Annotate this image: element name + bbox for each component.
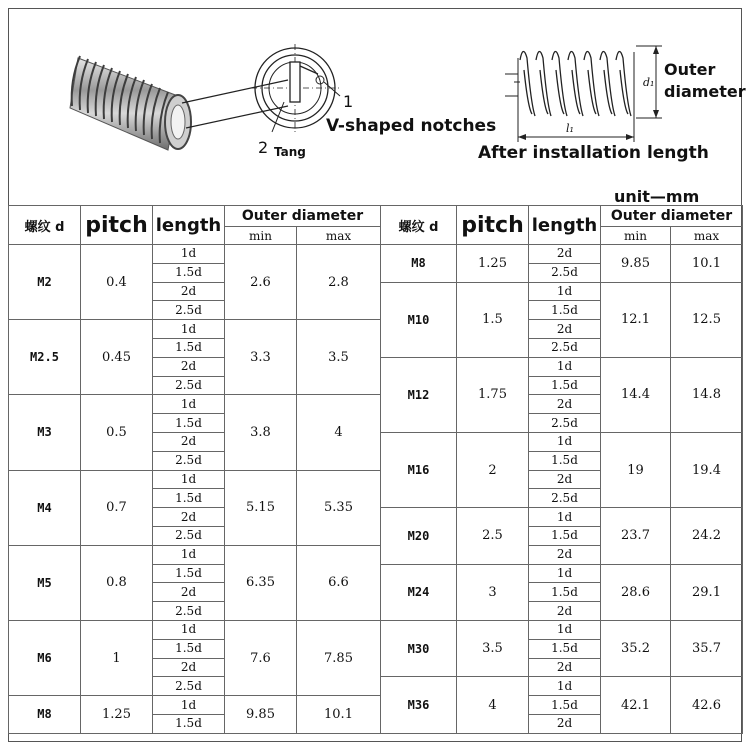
- thread-size-cell: M30: [381, 620, 457, 676]
- length-cell: 1.5d: [529, 696, 601, 715]
- min-diameter-cell: 6.35: [225, 545, 297, 620]
- length-cell: 2.5d: [153, 451, 225, 470]
- length-cell: 2d: [529, 545, 601, 564]
- label-tang: Tang: [274, 145, 306, 159]
- thread-size-cell: M36: [381, 677, 457, 733]
- pitch-cell: 1.25: [457, 245, 529, 283]
- pitch-cell: 3.5: [457, 620, 529, 676]
- length-cell: 2d: [529, 245, 601, 264]
- length-cell: 1d: [529, 677, 601, 696]
- length-cell: 1.5d: [153, 338, 225, 357]
- header-outer-diameter: Outer diameter: [225, 206, 381, 227]
- thread-size-cell: M6: [9, 620, 81, 695]
- table-row: [9, 696, 381, 715]
- min-diameter-cell: 3.3: [225, 320, 297, 395]
- min-diameter-cell: 19: [601, 432, 671, 507]
- max-diameter-cell: 29.1: [671, 564, 743, 620]
- label-v-notches: V-shaped notches: [326, 116, 497, 136]
- thread-size-cell: M5: [9, 545, 81, 620]
- length-cell: 2.5d: [529, 338, 601, 357]
- length-cell: 1d: [153, 696, 225, 715]
- max-diameter-cell: 4: [297, 395, 381, 470]
- min-diameter-cell: 7.6: [225, 620, 297, 695]
- pitch-cell: 1: [81, 620, 153, 695]
- length-cell: 1.5d: [153, 564, 225, 583]
- header-thread-d: 螺纹 d: [381, 206, 457, 245]
- length-cell: 2d: [153, 432, 225, 451]
- label-diameter: diameter: [664, 82, 746, 101]
- header-pitch: pitch: [457, 206, 529, 245]
- header-length: length: [529, 206, 601, 245]
- label-outer: Outer: [664, 60, 716, 79]
- length-cell: 2d: [529, 470, 601, 489]
- label-install-length: After installation length: [478, 143, 709, 163]
- length-cell: 1.5d: [153, 714, 225, 733]
- thread-insert-photo: [70, 56, 191, 150]
- table-row: [381, 282, 743, 301]
- max-diameter-cell: 19.4: [671, 432, 743, 507]
- pitch-cell: 1.25: [81, 696, 153, 734]
- min-diameter-cell: 23.7: [601, 508, 671, 564]
- length-cell: 2.5d: [529, 414, 601, 433]
- max-diameter-cell: 7.85: [297, 620, 381, 695]
- pitch-cell: 0.4: [81, 245, 153, 320]
- spec-table-left: [8, 205, 381, 734]
- length-cell: 2d: [153, 658, 225, 677]
- length-cell: 2d: [153, 357, 225, 376]
- table-row: [381, 620, 743, 639]
- min-diameter-cell: 9.85: [601, 245, 671, 283]
- min-diameter-cell: 12.1: [601, 282, 671, 357]
- pitch-cell: 2: [457, 432, 529, 507]
- length-cell: 2d: [153, 583, 225, 602]
- thread-size-cell: M8: [381, 245, 457, 283]
- thread-size-cell: M8: [9, 696, 81, 734]
- length-cell: 1.5d: [153, 414, 225, 433]
- table-row: [381, 245, 743, 264]
- header-length: length: [153, 206, 225, 245]
- max-diameter-cell: 12.5: [671, 282, 743, 357]
- label-dim-d1: d₁: [643, 76, 655, 89]
- min-diameter-cell: 3.8: [225, 395, 297, 470]
- length-cell: 2.5d: [153, 677, 225, 696]
- length-cell: 1d: [529, 432, 601, 451]
- length-cell: 1d: [153, 470, 225, 489]
- length-cell: 2d: [529, 714, 601, 733]
- thread-size-cell: M2: [9, 245, 81, 320]
- min-diameter-cell: 42.1: [601, 677, 671, 733]
- min-diameter-cell: 5.15: [225, 470, 297, 545]
- length-cell: 1d: [153, 545, 225, 564]
- length-cell: 2d: [529, 395, 601, 414]
- max-diameter-cell: 42.6: [671, 677, 743, 733]
- min-diameter-cell: 14.4: [601, 357, 671, 432]
- pitch-cell: 0.7: [81, 470, 153, 545]
- header-min: min: [601, 227, 671, 245]
- length-cell: 1.5d: [529, 301, 601, 320]
- header-max: max: [671, 227, 743, 245]
- label-part-1: 1: [343, 92, 354, 111]
- length-cell: 1d: [529, 508, 601, 527]
- length-cell: 1.5d: [153, 489, 225, 508]
- spec-table-right: [380, 205, 743, 734]
- min-diameter-cell: 9.85: [225, 696, 297, 734]
- thread-size-cell: M20: [381, 508, 457, 564]
- length-cell: 1d: [529, 564, 601, 583]
- length-cell: 1.5d: [153, 639, 225, 658]
- max-diameter-cell: 10.1: [671, 245, 743, 283]
- length-cell: 2d: [153, 282, 225, 301]
- max-diameter-cell: 6.6: [297, 545, 381, 620]
- thread-size-cell: M12: [381, 357, 457, 432]
- header-max: max: [297, 227, 381, 245]
- thread-size-cell: M4: [9, 470, 81, 545]
- length-cell: 2d: [153, 508, 225, 527]
- thread-size-cell: M10: [381, 282, 457, 357]
- max-diameter-cell: 14.8: [671, 357, 743, 432]
- pitch-cell: 3: [457, 564, 529, 620]
- pitch-cell: 1.75: [457, 357, 529, 432]
- thread-size-cell: M2.5: [9, 320, 81, 395]
- length-cell: 2.5d: [529, 263, 601, 282]
- table-row: [381, 357, 743, 376]
- length-cell: 1.5d: [529, 526, 601, 545]
- min-diameter-cell: 35.2: [601, 620, 671, 676]
- max-diameter-cell: 5.35: [297, 470, 381, 545]
- thread-size-cell: M16: [381, 432, 457, 507]
- length-cell: 2.5d: [153, 602, 225, 621]
- length-cell: 1.5d: [529, 451, 601, 470]
- max-diameter-cell: 24.2: [671, 508, 743, 564]
- length-cell: 2.5d: [153, 526, 225, 545]
- length-cell: 2.5d: [153, 376, 225, 395]
- length-cell: 1d: [529, 620, 601, 639]
- length-cell: 1.5d: [529, 583, 601, 602]
- thread-size-cell: M3: [9, 395, 81, 470]
- min-diameter-cell: 2.6: [225, 245, 297, 320]
- header-min: min: [225, 227, 297, 245]
- length-cell: 1d: [153, 245, 225, 264]
- table-row: [9, 245, 381, 264]
- unit-label: unit—mm: [614, 187, 700, 206]
- max-diameter-cell: 35.7: [671, 620, 743, 676]
- min-diameter-cell: 28.6: [601, 564, 671, 620]
- length-cell: 2d: [529, 320, 601, 339]
- pitch-cell: 0.45: [81, 320, 153, 395]
- length-cell: 2.5d: [153, 301, 225, 320]
- label-part-2: 2: [258, 138, 269, 157]
- illustration-area: [0, 0, 750, 200]
- max-diameter-cell: 3.5: [297, 320, 381, 395]
- length-cell: 1.5d: [529, 376, 601, 395]
- length-cell: 2d: [529, 602, 601, 621]
- pitch-cell: 0.8: [81, 545, 153, 620]
- table-row: [9, 395, 381, 414]
- length-cell: 1d: [529, 357, 601, 376]
- thread-size-cell: M24: [381, 564, 457, 620]
- pitch-cell: 4: [457, 677, 529, 733]
- header-outer-diameter: Outer diameter: [601, 206, 743, 227]
- table-row: [9, 620, 381, 639]
- header-thread-d: 螺纹 d: [9, 206, 81, 245]
- length-cell: 1.5d: [153, 263, 225, 282]
- table-row: [381, 432, 743, 451]
- length-cell: 1.5d: [529, 639, 601, 658]
- length-cell: 2d: [529, 658, 601, 677]
- max-diameter-cell: 10.1: [297, 696, 381, 734]
- max-diameter-cell: 2.8: [297, 245, 381, 320]
- pitch-cell: 1.5: [457, 282, 529, 357]
- length-cell: 1d: [529, 282, 601, 301]
- table-row: [381, 564, 743, 583]
- table-row: [381, 508, 743, 527]
- pitch-cell: 2.5: [457, 508, 529, 564]
- length-cell: 1d: [153, 320, 225, 339]
- length-cell: 1d: [153, 620, 225, 639]
- length-cell: 2.5d: [529, 489, 601, 508]
- table-row: [9, 545, 381, 564]
- table-row: [9, 320, 381, 339]
- pitch-cell: 0.5: [81, 395, 153, 470]
- label-dim-l1: l₁: [566, 122, 574, 135]
- length-cell: 1d: [153, 395, 225, 414]
- installed-coil-diagram: [505, 46, 662, 142]
- table-row: [9, 470, 381, 489]
- table-row: [381, 677, 743, 696]
- header-pitch: pitch: [81, 206, 153, 245]
